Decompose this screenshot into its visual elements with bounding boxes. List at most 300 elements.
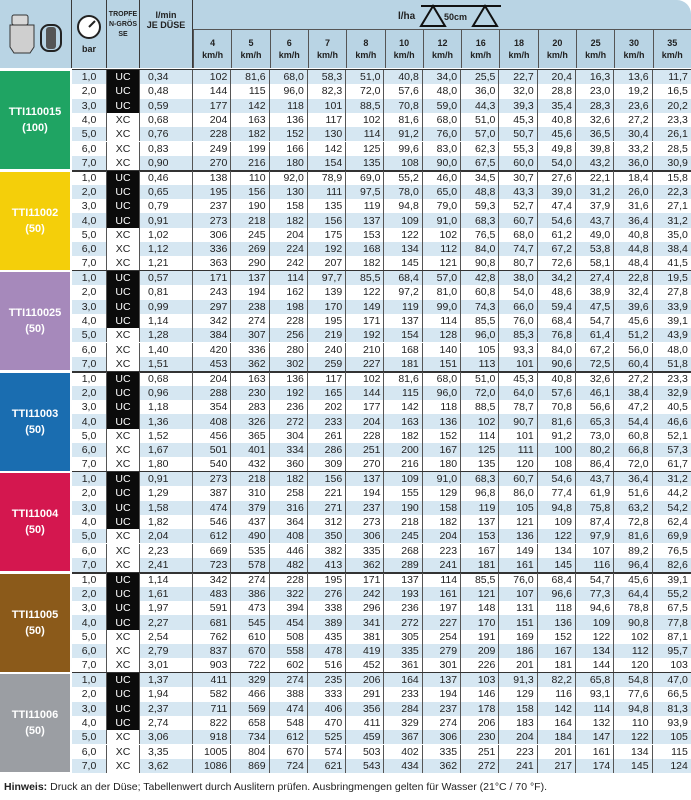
rate-cell: 51,0: [461, 113, 499, 127]
rate-cell: 181: [538, 658, 576, 672]
pressure-cell: 3,0: [72, 702, 107, 716]
rate-cell: 869: [231, 759, 269, 773]
table-row: [72, 414, 691, 428]
rate-cell: 114: [346, 127, 384, 141]
rate-cell: 437: [231, 515, 269, 529]
drop-size-cell: XC: [107, 558, 140, 572]
nozzle-icon: [6, 9, 66, 59]
rate-cell: 658: [231, 716, 269, 730]
rate-cell: 97,2: [384, 285, 422, 299]
rate-cell: 28,8: [538, 84, 576, 98]
rate-cell: 180: [423, 457, 461, 471]
rate-cell: 309: [308, 457, 346, 471]
rate-cell: 259: [308, 357, 346, 371]
note-label: Hinweis:: [4, 781, 48, 793]
rate-cell: 68,3: [461, 472, 499, 486]
rate-cell: 134: [614, 745, 652, 759]
rate-cell: 177: [346, 400, 384, 414]
rate-cell: 269: [231, 242, 269, 256]
rate-cell: 291: [346, 687, 384, 701]
drop-size-cell: XC: [107, 745, 140, 759]
rate-cell: 68,3: [461, 213, 499, 227]
rate-cell: 57,6: [538, 386, 576, 400]
rate-cell: 121: [499, 515, 537, 529]
table-row: [72, 271, 691, 285]
rate-cell: 204: [270, 228, 308, 242]
rate-cell: 120: [614, 658, 652, 672]
table-row: [72, 658, 691, 672]
rate-cell: 335: [346, 544, 384, 558]
rate-cell: 102: [614, 630, 652, 644]
table-row: [72, 300, 691, 314]
table-row: [72, 644, 691, 658]
rate-cell: 195: [308, 573, 346, 587]
rate-cell: 59,3: [461, 199, 499, 213]
rate-cell: 804: [231, 745, 269, 759]
rate-cell: 44,3: [461, 99, 499, 113]
rate-cell: 154: [384, 328, 422, 342]
speed-header-18: [499, 30, 537, 68]
rate-cell: 227: [346, 357, 384, 371]
rate-cell: 31,6: [614, 199, 652, 213]
rate-cell: 47,4: [538, 199, 576, 213]
rate-cell: 27,4: [576, 271, 614, 285]
flow-header: [140, 0, 193, 68]
rate-cell: 23,3: [667, 372, 688, 385]
table-row: [72, 716, 691, 730]
rate-cell: 105: [670, 731, 688, 744]
flow-cell: 1,94: [140, 687, 193, 701]
rate-cell: 137: [461, 515, 499, 529]
speed-unit: km/h: [240, 50, 262, 60]
rate-cell: 86,0: [499, 486, 537, 500]
rate-cell: 183: [499, 716, 537, 730]
rate-cell: 137: [231, 271, 269, 285]
rate-cell: 221: [308, 486, 346, 500]
rate-cell: 95,7: [667, 645, 688, 658]
rate-cell: 81,6: [384, 113, 422, 127]
rate-cell: 474: [270, 702, 308, 716]
rate-cell: 85,5: [346, 271, 384, 285]
rate-cell: 163: [231, 113, 269, 127]
rate-cell: 68,0: [423, 113, 461, 127]
nozzle-code: (100): [22, 122, 48, 135]
pressure-cell: 4,0: [72, 314, 107, 328]
rate-cell: 362: [423, 759, 461, 773]
rate-cell: 152: [538, 630, 576, 644]
rate-cell: 138: [193, 171, 231, 185]
rate-cell: 161: [499, 558, 537, 572]
rate-cell: 114: [423, 314, 461, 328]
rate-cell: 51,8: [667, 357, 688, 370]
rate-cell: 96,0: [423, 386, 461, 400]
rate-cell: 365: [231, 429, 269, 443]
rate-cell: 93,9: [667, 717, 688, 730]
rate-cell: 113: [461, 357, 499, 371]
rate-cell: 66,5: [667, 688, 688, 701]
table-row: [72, 759, 691, 773]
rate-cell: 918: [193, 730, 231, 744]
rate-cell: 97,7: [308, 271, 346, 285]
rate-cell: 341: [346, 615, 384, 629]
rate-cell: 78,7: [499, 400, 537, 414]
rate-cell: 508: [270, 630, 308, 644]
rate-cell: 217: [538, 759, 576, 773]
rate-cell: 284: [384, 702, 422, 716]
pressure-cell: 2,0: [72, 486, 107, 500]
rate-cell: 47,5: [576, 300, 614, 314]
drop-size-cell: XC: [107, 544, 140, 558]
drop-size-cell: UC: [107, 213, 140, 227]
nozzle-name: TTI11004: [11, 508, 59, 521]
rate-cell: 64,4: [614, 587, 652, 601]
flow-cell: 1,80: [140, 457, 193, 471]
rate-cell: 28,5: [667, 142, 688, 155]
rate-cell: 78,8: [614, 601, 652, 615]
rate-cell: 101: [308, 99, 346, 113]
pressure-cell: 6,0: [72, 644, 107, 658]
flow-cell: 0,48: [140, 84, 193, 98]
rate-cell: 361: [384, 658, 422, 672]
speed-header-12: [423, 30, 461, 68]
rate-cell: 43,7: [576, 213, 614, 227]
rate-cell: 224: [270, 242, 308, 256]
rate-cell: 36,0: [461, 84, 499, 98]
table-row: [72, 357, 691, 371]
rate-cell: 134: [576, 644, 614, 658]
rate-cell: 86,4: [576, 457, 614, 471]
nozzle-code: (50): [25, 725, 45, 738]
rate-cell: 26,1: [667, 128, 688, 141]
table-row: [72, 630, 691, 644]
pressure-cell: 1,0: [72, 70, 107, 84]
rate-cell: 72,6: [538, 256, 576, 270]
pressure-cell: 5,0: [72, 630, 107, 644]
speed-unit: km/h: [317, 50, 339, 60]
rate-cell: 156: [308, 213, 346, 227]
flow-cell: 0,91: [140, 213, 193, 227]
rate-cell: 122: [576, 630, 614, 644]
rate-cell: 118: [423, 400, 461, 414]
rate-cell: 62,4: [667, 516, 688, 529]
flow-cell: 1,14: [140, 573, 193, 587]
rate-cell: 38,4: [614, 386, 652, 400]
rate-cell: 169: [499, 630, 537, 644]
rate-cell: 65,0: [423, 185, 461, 199]
application-rate-header: [193, 0, 691, 30]
rate-cell: 386: [231, 587, 269, 601]
rate-cell: 57,6: [384, 84, 422, 98]
rate-cell: 197: [423, 601, 461, 615]
rate-cell: 483: [193, 587, 231, 601]
rate-cell: 37,9: [576, 199, 614, 213]
rate-cell: 109: [384, 213, 422, 227]
rate-cell: 336: [193, 242, 231, 256]
pressure-cell: 3,0: [72, 601, 107, 615]
rate-cell: 182: [270, 472, 308, 486]
speed-unit: km/h: [546, 50, 568, 60]
speed-unit: km/h: [355, 50, 377, 60]
nozzle-code: (50): [25, 524, 45, 537]
rate-cell: 280: [270, 343, 308, 357]
rate-cell: 105: [461, 343, 499, 357]
rate-cell: 51,0: [346, 70, 384, 84]
rate-cell: 245: [384, 529, 422, 543]
rate-cell: 90,8: [614, 615, 652, 629]
rate-cell: 69,0: [346, 171, 384, 185]
rate-cell: 84,0: [461, 242, 499, 256]
rate-cell: 612: [270, 730, 308, 744]
table-row: [72, 228, 691, 242]
rate-cell: 96,8: [461, 486, 499, 500]
rate-cell: 569: [231, 702, 269, 716]
table-row: [72, 486, 691, 500]
rate-cell: 243: [193, 285, 231, 299]
rate-cell: 194: [231, 285, 269, 299]
speed-value: 8: [363, 38, 369, 48]
rate-cell: 27,2: [614, 372, 652, 386]
pressure-cell: 5,0: [72, 730, 107, 744]
rate-cell: 137: [346, 472, 384, 486]
rate-cell: 91,0: [423, 213, 461, 227]
rate-cell: 74,3: [461, 300, 499, 314]
rate-cell: 87,1: [667, 630, 688, 643]
speed-unit: km/h: [585, 50, 607, 60]
rate-cell: 306: [346, 529, 384, 543]
rate-cell: 118: [270, 99, 308, 113]
pressure-cell: 1,0: [72, 673, 107, 687]
rate-cell: 230: [461, 730, 499, 744]
rate-cell: 201: [499, 658, 537, 672]
rate-cell: 108: [538, 457, 576, 471]
rate-cell: 109: [384, 472, 422, 486]
rate-cell: 94,8: [614, 702, 652, 716]
rate-cell: 681: [193, 615, 231, 629]
rate-cell: 251: [346, 443, 384, 457]
rate-cell: 182: [346, 256, 384, 270]
rate-cell: 192: [308, 242, 346, 256]
drop-size-cell: XC: [107, 443, 140, 457]
rate-cell: 76,5: [667, 544, 688, 557]
rate-cell: 310: [231, 486, 269, 500]
rate-cell: 545: [231, 615, 269, 629]
rate-cell: 591: [193, 601, 231, 615]
rate-cell: 149: [499, 544, 537, 558]
drop-size-cell: UC: [107, 300, 140, 314]
flow-cell: 0,68: [140, 372, 193, 386]
rate-cell: 114: [576, 702, 614, 716]
rate-cell: 46,6: [667, 415, 688, 428]
rate-cell: 306: [423, 730, 461, 744]
pressure-cell: 7,0: [72, 357, 107, 371]
flow-cell: 0,91: [140, 472, 193, 486]
drop-size-cell: XC: [107, 730, 140, 744]
rate-cell: 408: [193, 414, 231, 428]
rate-cell: 39,0: [538, 185, 576, 199]
drop-size-cell: XC: [107, 644, 140, 658]
rate-cell: 107: [576, 544, 614, 558]
rate-cell: 216: [384, 457, 422, 471]
rate-cell: 31,2: [667, 214, 688, 227]
rate-cell: 45,6: [614, 573, 652, 587]
rate-cell: 147: [576, 730, 614, 744]
rate-cell: 574: [308, 745, 346, 759]
rate-cell: 240: [308, 343, 346, 357]
rate-cell: 102: [461, 414, 499, 428]
rate-cell: 30,9: [667, 156, 688, 169]
rate-cell: 525: [308, 730, 346, 744]
rate-cell: 158: [499, 702, 537, 716]
pressure-cell: 3,0: [72, 400, 107, 414]
rate-cell: 230: [231, 386, 269, 400]
rate-cell: 45,6: [614, 314, 652, 328]
rate-cell: 91,2: [384, 127, 422, 141]
rate-cell: 108: [384, 156, 422, 170]
rate-cell: 301: [423, 658, 461, 672]
nozzle-group-label: [0, 574, 70, 672]
rate-cell: 153: [461, 529, 499, 543]
pressure-cell: 1,0: [72, 573, 107, 587]
rate-cell: 149: [346, 300, 384, 314]
table-row: [72, 185, 691, 199]
table-row: [72, 314, 691, 328]
rate-cell: 119: [384, 300, 422, 314]
rate-cell: 118: [538, 601, 576, 615]
table-row: [72, 127, 691, 141]
flow-cell: 2,27: [140, 615, 193, 629]
rate-cell: 38,9: [576, 285, 614, 299]
speed-header-25: [576, 30, 614, 68]
rate-cell: 129: [423, 486, 461, 500]
speed-unit: km/h: [508, 50, 530, 60]
rate-cell: 45,3: [499, 113, 537, 127]
rate-cell: 28,3: [576, 99, 614, 113]
speed-unit: km/h: [431, 50, 453, 60]
rate-cell: 41,5: [667, 257, 688, 270]
rate-cell: 142: [231, 99, 269, 113]
rate-cell: 446: [270, 544, 308, 558]
drop-size-cell: XC: [107, 457, 140, 471]
nozzle-code: (50): [25, 323, 45, 336]
rate-cell: 79,0: [423, 199, 461, 213]
rate-cell: 140: [423, 343, 461, 357]
nozzle-header-cell: [0, 0, 72, 68]
flow-cell: 0,46: [140, 171, 193, 185]
rate-cell: 48,4: [614, 256, 652, 270]
nozzle-group-label: [0, 373, 70, 471]
rate-cell: 322: [270, 587, 308, 601]
table-row: [72, 501, 691, 515]
rate-cell: 72,8: [614, 515, 652, 529]
flow-cell: 1,21: [140, 256, 193, 270]
nozzle-name: TTI110015: [8, 106, 62, 119]
rate-cell: 137: [346, 213, 384, 227]
speed-header-4: [193, 30, 231, 68]
rate-cell: 46,1: [576, 386, 614, 400]
flow-cell: 1,29: [140, 486, 193, 500]
speed-value: 6: [286, 38, 292, 48]
rate-cell: 258: [270, 486, 308, 500]
rate-cell: 435: [308, 630, 346, 644]
rate-cell: 40,8: [538, 113, 576, 127]
drop-size-cell: UC: [107, 199, 140, 213]
rate-cell: 65,3: [576, 414, 614, 428]
rate-cell: 307: [231, 328, 269, 342]
rate-cell: 75,8: [576, 501, 614, 515]
rate-cell: 110: [231, 171, 269, 185]
rate-cell: 114: [461, 429, 499, 443]
rate-cell: 242: [270, 256, 308, 270]
rate-cell: 103: [670, 659, 688, 672]
rate-cell: 272: [461, 759, 499, 773]
rate-cell: 131: [499, 601, 537, 615]
flow-cell: 0,90: [140, 156, 193, 170]
rate-cell: 81,6: [384, 372, 422, 386]
rate-cell: 270: [346, 457, 384, 471]
rate-cell: 90,0: [423, 156, 461, 170]
drop-size-cell: UC: [107, 472, 140, 486]
rate-cell: 151: [499, 615, 537, 629]
pressure-cell: 1,0: [72, 171, 107, 185]
rate-cell: 156: [231, 185, 269, 199]
rate-cell: 182: [423, 515, 461, 529]
rate-cell: 135: [461, 457, 499, 471]
rate-cell: 59,4: [538, 300, 576, 314]
rate-cell: 122: [614, 730, 652, 744]
rate-cell: 30,4: [614, 127, 652, 141]
rate-cell: 38,4: [667, 243, 688, 256]
rate-cell: 199: [231, 142, 269, 156]
rate-cell: 401: [231, 443, 269, 457]
flow-cell: 1,82: [140, 515, 193, 529]
rate-cell: 290: [231, 256, 269, 270]
flow-cell: 2,74: [140, 716, 193, 730]
rate-cell: 121: [423, 256, 461, 270]
flow-cell: 1,67: [140, 443, 193, 457]
rate-cell: 182: [270, 213, 308, 227]
rate-cell: 204: [423, 529, 461, 543]
rate-cell: 39,1: [667, 573, 688, 586]
rate-cell: 81,3: [667, 702, 688, 715]
rate-cell: 70,8: [538, 400, 576, 414]
drop-size-cell: XC: [107, 759, 140, 773]
rate-cell: 51,2: [614, 328, 652, 342]
pressure-cell: 4,0: [72, 615, 107, 629]
pressure-cell: 1,0: [72, 271, 107, 285]
rate-cell: 96,6: [538, 587, 576, 601]
rate-cell: 304: [270, 429, 308, 443]
rate-cell: 152: [423, 429, 461, 443]
rate-cell: 419: [346, 644, 384, 658]
rate-cell: 91,2: [538, 429, 576, 443]
speed-header-7: [308, 30, 346, 68]
rate-cell: 22,8: [614, 271, 652, 285]
rate-cell: 482: [270, 558, 308, 572]
rate-cell: 180: [270, 156, 308, 170]
rate-cell: 117: [308, 113, 346, 127]
rate-cell: 23,0: [576, 84, 614, 98]
flow-cell: 0,68: [140, 113, 193, 127]
rate-cell: 236: [384, 601, 422, 615]
pressure-cell: 6,0: [72, 242, 107, 256]
speed-value: 25: [590, 38, 601, 48]
drop-size-cell: UC: [107, 573, 140, 587]
rate-cell: 54,6: [538, 213, 576, 227]
rate-cell: 306: [193, 228, 231, 242]
rate-cell: 286: [308, 443, 346, 457]
rate-cell: 125: [346, 142, 384, 156]
rate-cell: 81,0: [423, 285, 461, 299]
